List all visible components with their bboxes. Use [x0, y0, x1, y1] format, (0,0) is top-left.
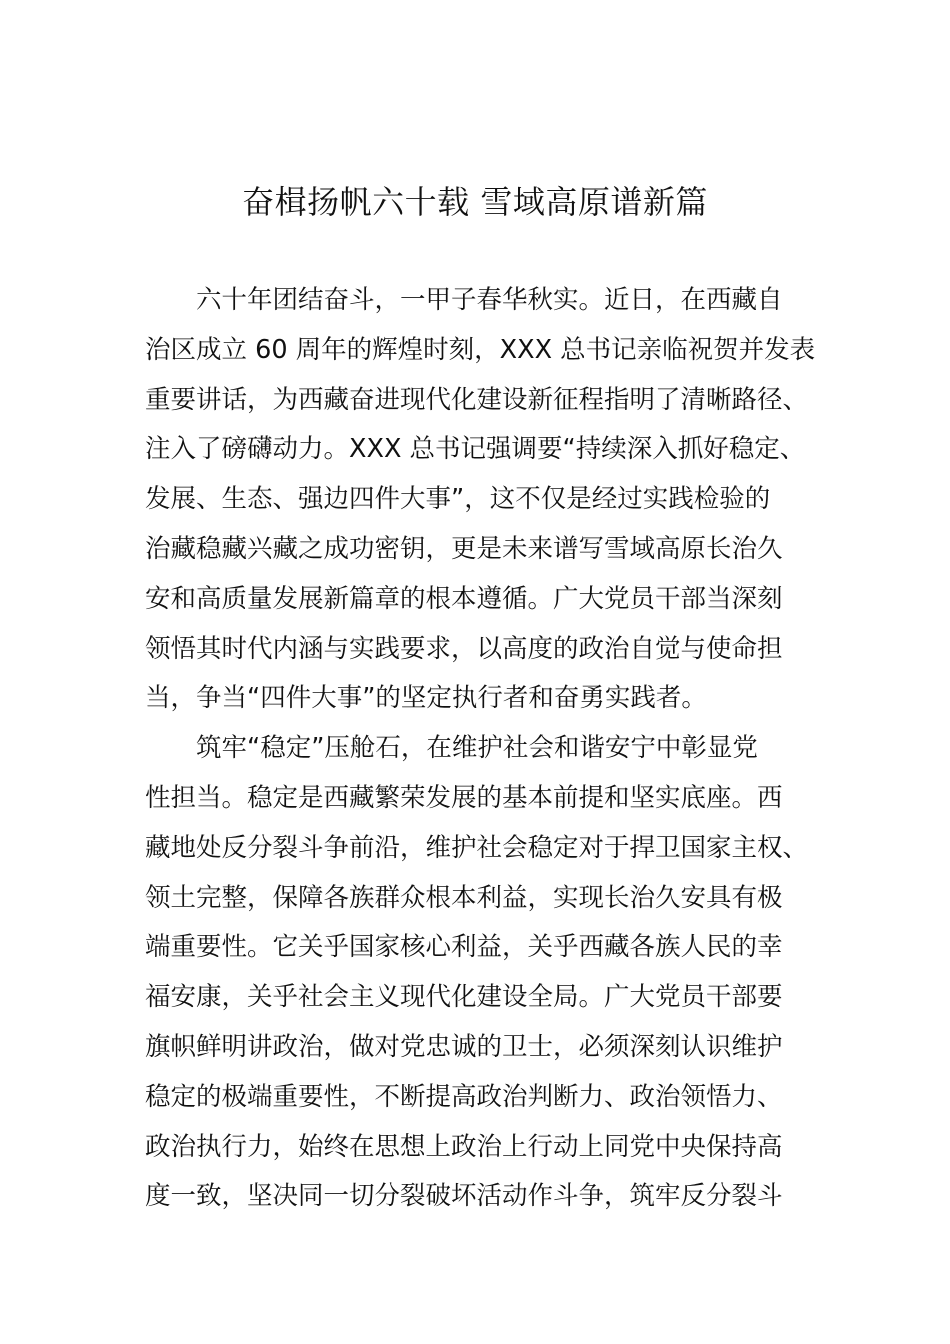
paragraph-1-line-1: 六十年团结奋斗，一甲子春华秋实。近日，在西藏自	[196, 285, 783, 315]
paragraph-2-line-5: 端重要性。它关乎国家核心利益，关乎西藏各族人民的幸	[145, 932, 783, 963]
paragraph-1	[145, 276, 816, 724]
paragraph-1-line-8: 领悟其时代内涵与实践要求，以高度的政治自觉与使命担	[145, 633, 783, 664]
paragraph-2-line-8: 稳定的极端重要性，不断提高政治判断力、政治领悟力、	[145, 1081, 783, 1112]
paragraph-1-line-7: 安和高质量发展新篇章的根本遵循。广大党员干部当深刻	[145, 583, 783, 614]
paragraph-1-line-5: 发展、生态、强边四件大事”，这不仅是经过实践检验的	[145, 484, 771, 515]
paragraph-2-line-9: 政治执行力，始终在思想上政治上行动上同党中央保持高	[145, 1131, 783, 1162]
document-body	[145, 276, 816, 1222]
paragraph-2-line-2: 性担当。稳定是西藏繁荣发展的基本前提和坚实底座。西	[145, 782, 783, 813]
paragraph-1-line-4: 注入了磅礴动力。XXX 总书记强调要“持续深入抓好稳定、	[145, 434, 806, 465]
paragraph-2-line-3: 藏地处反分裂斗争前沿，维护社会稳定对于捍卫国家主权、	[145, 832, 809, 863]
paragraph-2	[145, 724, 810, 1222]
paragraph-2-line-4: 领土完整，保障各族群众根本利益，实现长治久安具有极	[145, 882, 783, 913]
paragraph-2-line-10: 度一致，坚决同一切分裂破坏活动作斗争，筑牢反分裂斗	[145, 1181, 783, 1212]
paragraph-1-line-2: 治区成立 60 周年的辉煌时刻，XXX 总书记亲临祝贺并发表	[145, 334, 816, 365]
document-title: 奋楫扬帆六十载 雪域高原谱新篇	[242, 183, 708, 221]
paragraph-2-line-1: 筑牢“稳定”压舱石，在维护社会和谐安宁中彰显党	[196, 733, 758, 764]
paragraph-2-line-7: 旗帜鲜明讲政治，做对党忠诚的卫士，必须深刻认识维护	[145, 1031, 783, 1062]
paragraph-1-line-9: 当，争当“四件大事”的坚定执行者和奋勇实践者。	[145, 683, 707, 714]
paragraph-1-line-3: 重要讲话，为西藏奋进现代化建设新征程指明了清晰路径、	[145, 384, 809, 415]
paragraph-1-line-6: 治藏稳藏兴藏之成功密钥，更是未来谱写雪域高原长治久	[145, 533, 783, 564]
paragraph-2-line-6: 福安康，关乎社会主义现代化建设全局。广大党员干部要	[145, 982, 783, 1013]
